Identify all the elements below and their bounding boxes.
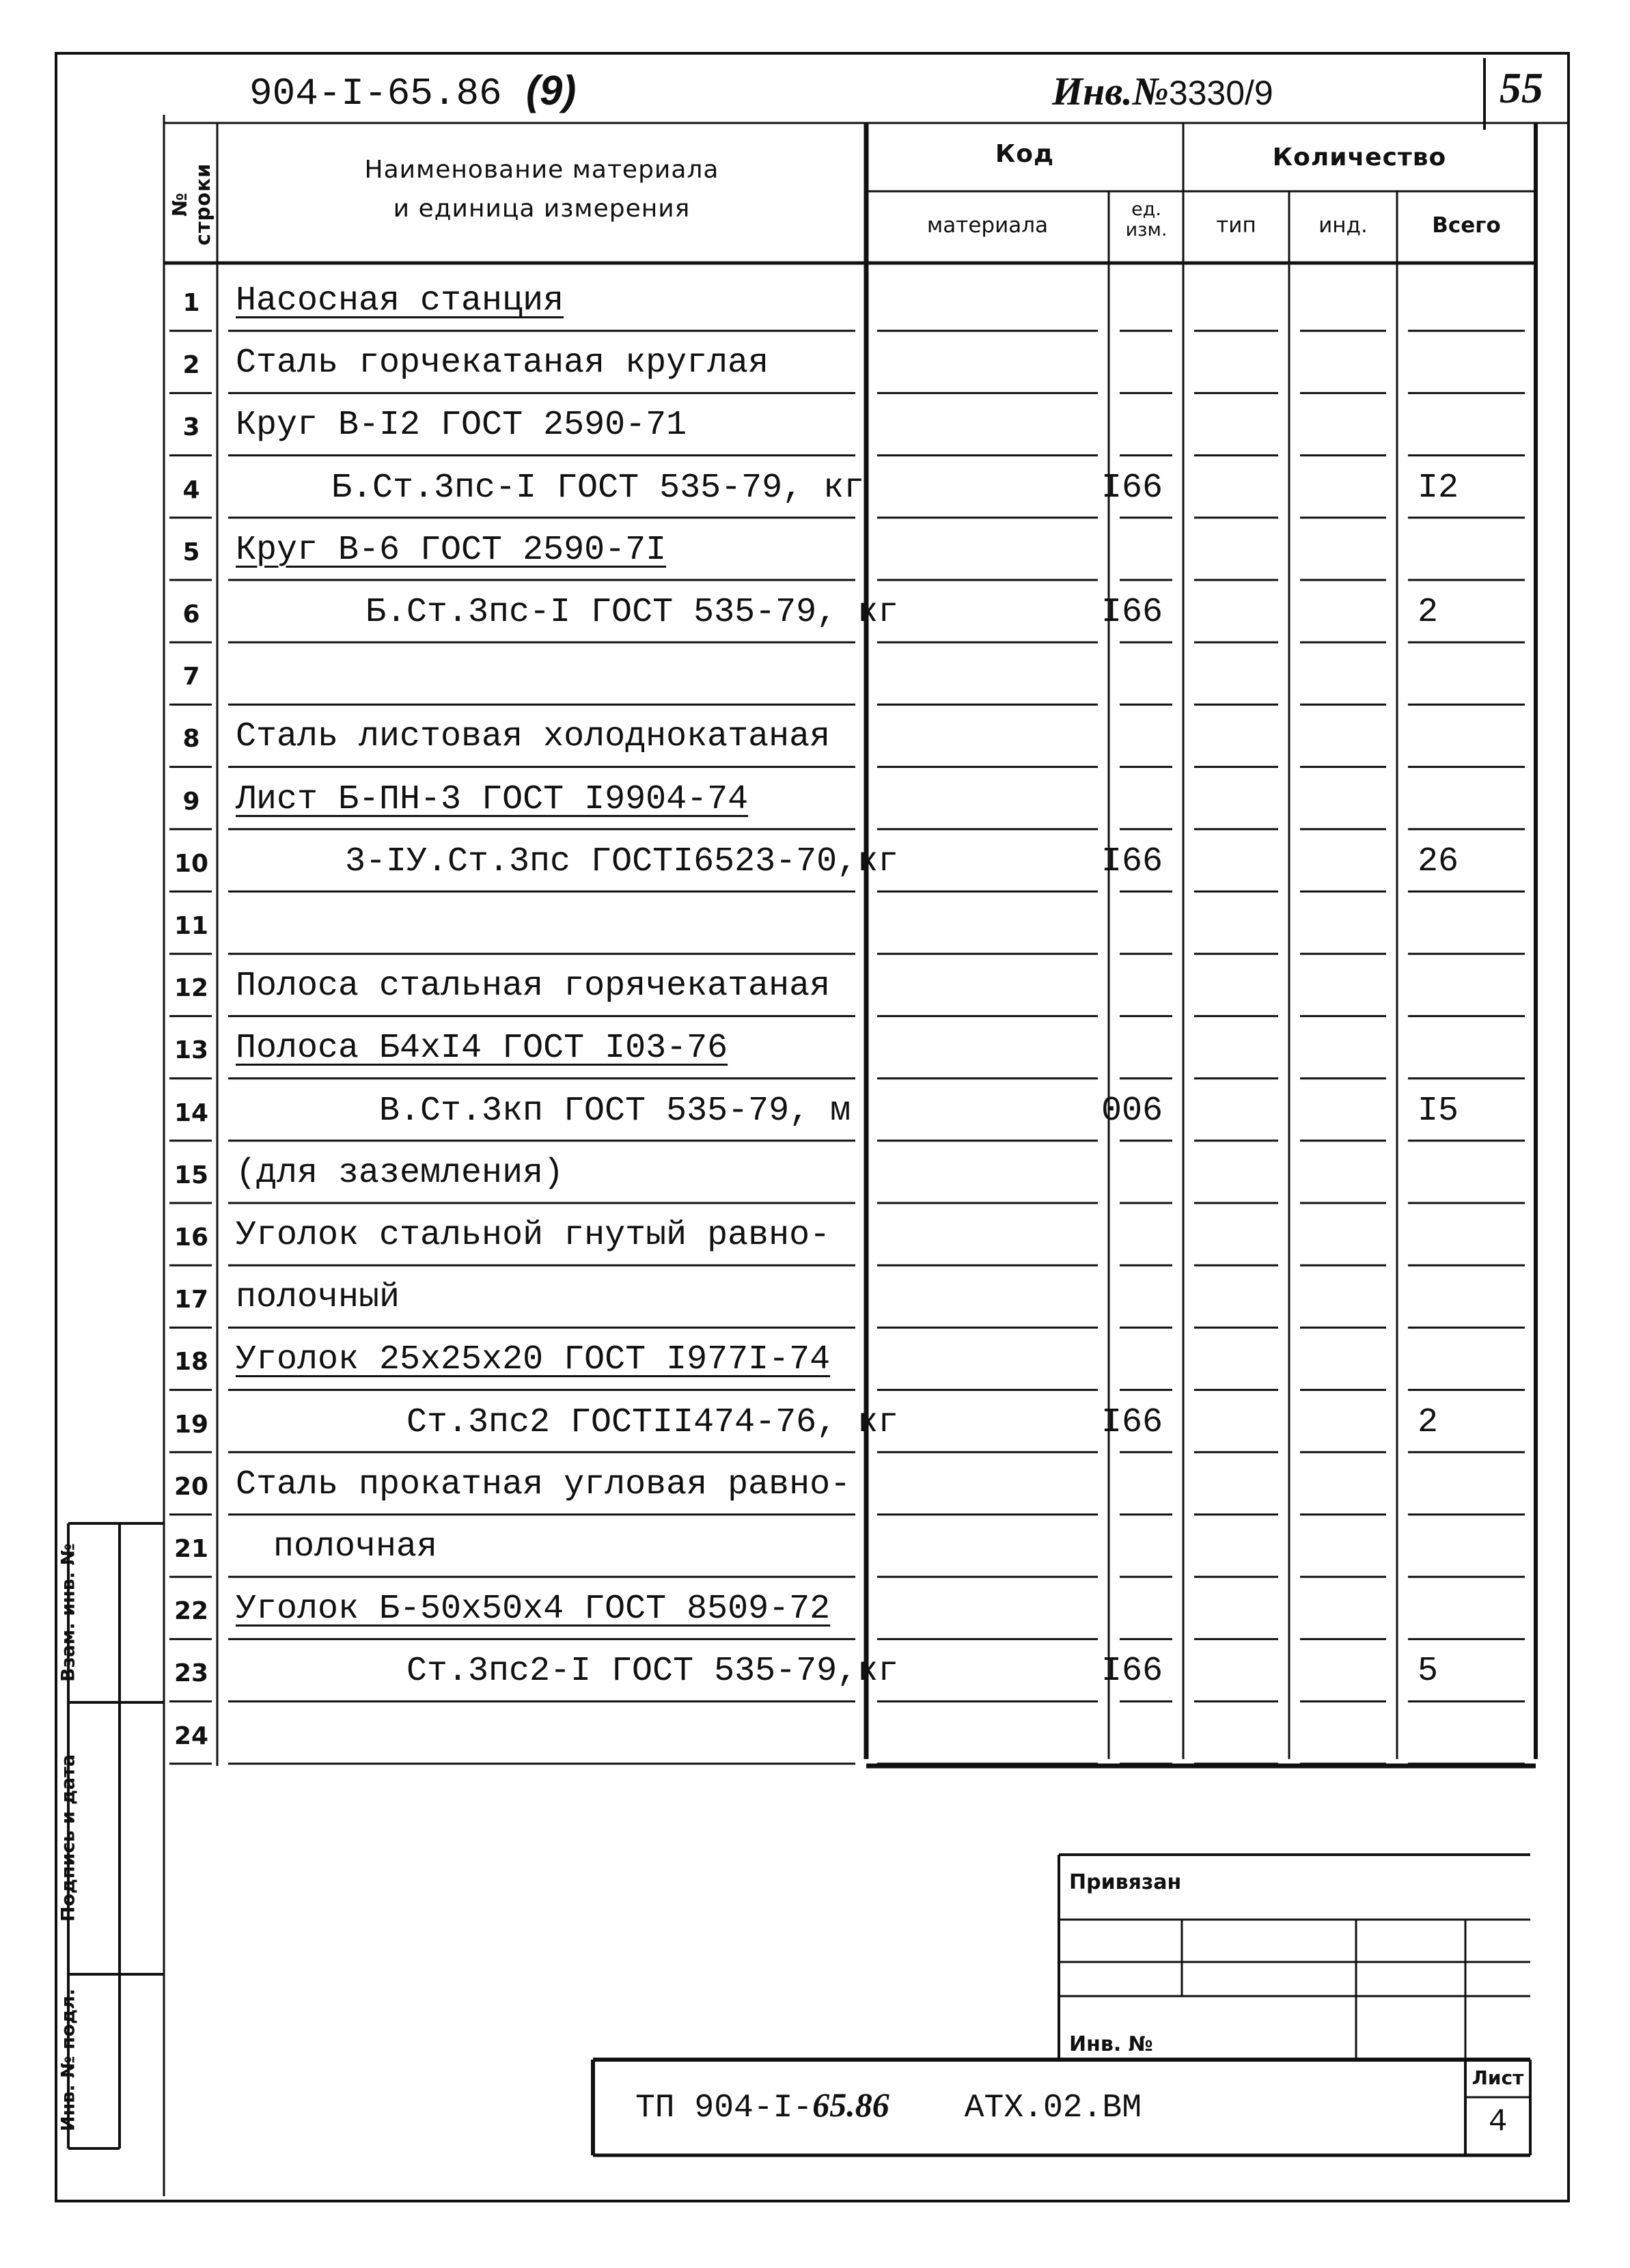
row-unit-code: 006 <box>1101 1091 1163 1131</box>
col-code-header: Код <box>995 140 1055 168</box>
row-material-name: Уголок 25х25х20 ГОСТ I977I-74 <box>236 1340 831 1380</box>
row-number: 6 <box>182 600 200 628</box>
col-name-header-line2: и единица измерения <box>393 195 691 223</box>
row-number: 24 <box>174 1721 209 1750</box>
stamp-tied: Привязан <box>1069 1870 1182 1894</box>
row-number: 8 <box>182 725 200 753</box>
title-code-hand: 65.86 <box>812 2086 889 2124</box>
col-row-no-header: № строки <box>168 163 215 246</box>
row-unit-code: I66 <box>1101 1402 1163 1442</box>
row-material-name: Лист Б-ПН-3 ГОСТ I9904-74 <box>236 779 749 819</box>
row-number: 18 <box>174 1348 209 1377</box>
title-code <box>635 2085 1142 2127</box>
row-total-quantity: 2 <box>1418 593 1439 632</box>
row-number: 7 <box>182 663 200 691</box>
row-number: 4 <box>182 475 200 504</box>
row-material-name: В.Ст.3кп ГОСТ 535-79, м <box>379 1091 851 1131</box>
row-material-name: (для заземления) <box>236 1153 564 1193</box>
row-material-name: Сталь листовая холоднокатаная <box>236 717 831 757</box>
row-number: 19 <box>174 1410 209 1439</box>
row-material-name: Круг В-6 ГОСТ 2590-7I <box>236 530 667 570</box>
row-number: 1 <box>182 289 200 317</box>
sheet-label: Лист <box>1472 2066 1524 2089</box>
row-number: 11 <box>174 912 209 940</box>
stamp-inv-no: Инв. № <box>1069 2032 1153 2056</box>
row-total-quantity: 26 <box>1418 842 1459 881</box>
row-number: 21 <box>174 1535 209 1563</box>
row-total-quantity: I2 <box>1418 468 1459 508</box>
row-number: 2 <box>182 351 200 380</box>
col-name-header-line1: Наименование материала <box>364 156 719 184</box>
row-number: 22 <box>174 1597 209 1626</box>
row-material-name: полочный <box>236 1278 400 1318</box>
doc-code: 904-I-65.86 <box>249 72 502 115</box>
row-number: 23 <box>174 1659 209 1688</box>
row-number: 14 <box>174 1098 209 1127</box>
row-material-name: Полоса Б4хI4 ГОСТ I03-76 <box>236 1029 728 1068</box>
row-material-name: Ст.3пс2 ГОСТII474-76, кг <box>406 1402 899 1442</box>
inventory-number: 3330/9 <box>1168 74 1273 112</box>
row-material-name: Сталь горчекатаная круглая <box>236 344 769 383</box>
row-material-name: Насосная станция <box>236 281 564 320</box>
row-number: 16 <box>174 1223 209 1251</box>
sidebar-label-signature: Подпись и дата <box>57 1754 79 1922</box>
row-number: 12 <box>174 974 209 1003</box>
row-material-name: Б.Ст.3пс-I ГОСТ 535-79, кг <box>331 468 865 508</box>
sheet-number: 4 <box>1488 2104 1508 2140</box>
row-unit-code: I66 <box>1101 468 1163 508</box>
row-total-quantity: 5 <box>1418 1652 1439 1691</box>
title-code-prefix: ТП 904-I- <box>635 2090 813 2127</box>
col-quantity-header: Количество <box>1272 143 1447 171</box>
row-total-quantity: 2 <box>1418 1402 1439 1442</box>
col-qty-total-header: Всего <box>1432 213 1501 238</box>
col-qty-ind-header: инд. <box>1318 213 1368 238</box>
sidebar-label-original: Инв. № подл. <box>57 1989 79 2131</box>
row-number: 17 <box>174 1286 209 1314</box>
sidebar-label-replacement: Взам. инв. № <box>57 1543 79 1683</box>
row-number: 10 <box>174 849 209 878</box>
row-number: 3 <box>182 413 200 442</box>
page-number: 55 <box>1500 64 1543 112</box>
row-material-name: Б.Ст.3пс-I ГОСТ 535-79, кг <box>365 593 899 632</box>
row-material-name: Уголок Б-50х50х4 ГОСТ 8509-72 <box>236 1590 831 1629</box>
row-material-name: 3-IУ.Ст.3пс ГОСТI6523-70,кг <box>345 842 899 881</box>
title-code-suffix: АТХ.02.ВМ <box>964 2090 1142 2127</box>
row-number: 9 <box>182 787 200 816</box>
row-material-name: Круг В-I2 ГОСТ 2590-71 <box>236 406 687 445</box>
row-number: 15 <box>174 1161 209 1189</box>
row-total-quantity: I5 <box>1418 1091 1459 1131</box>
col-qty-type-header: тип <box>1216 213 1256 238</box>
row-material-name: Ст.3пс2-I ГОСТ 535-79,кг <box>406 1652 899 1691</box>
col-code-material-header: материала <box>926 213 1049 238</box>
row-material-name: полочная <box>273 1527 438 1566</box>
row-unit-code: I66 <box>1101 842 1163 881</box>
sheet-mark: (9) <box>526 68 577 113</box>
row-material-name: Полоса стальная горячекатаная <box>236 967 831 1006</box>
row-material-name: Сталь прокатная угловая равно- <box>236 1465 851 1504</box>
inventory-mark: Инв.№ <box>1052 69 1169 113</box>
row-unit-code: I66 <box>1101 593 1163 632</box>
row-number: 20 <box>174 1472 209 1501</box>
row-unit-code: I66 <box>1101 1652 1163 1691</box>
col-code-unit-header: ед. изм. <box>1125 199 1168 240</box>
row-number: 13 <box>174 1036 209 1065</box>
row-material-name: Уголок стальной гнутый равно- <box>236 1216 831 1255</box>
row-number: 5 <box>182 538 200 566</box>
